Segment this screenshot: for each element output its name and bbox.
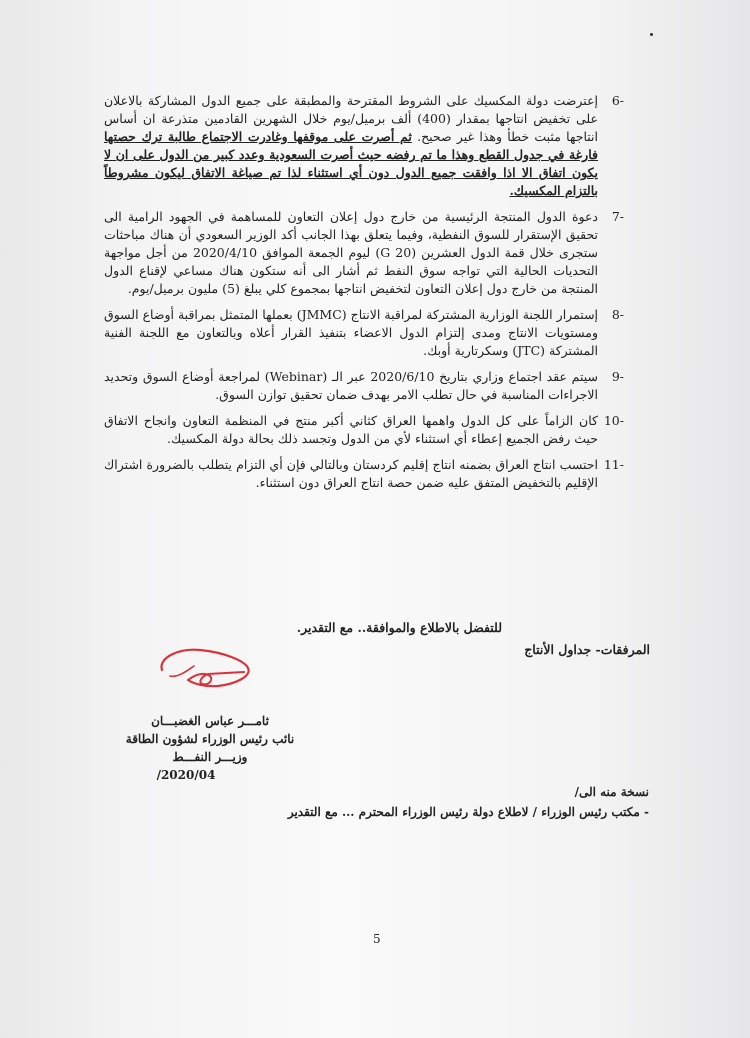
item-text: احتسب انتاج العراق بضمنه انتاج إقليم كردستان وبالتالي فإن أي التزام يتطلب بالضرورة اشتراك الإقليم بالتخفيض المتفق عليه ضمن حصة انتاج العراق دون استثناء. xyxy=(104,457,598,490)
item-number: 11- xyxy=(603,457,624,472)
list-item xyxy=(104,412,624,448)
signature-scribble xyxy=(148,640,258,700)
list-item xyxy=(104,306,624,360)
item-number: 9- xyxy=(611,369,624,384)
signer-name: ثامـــر عباس الغضبـــان xyxy=(151,714,269,728)
item-number: 6- xyxy=(611,93,624,108)
copy-to-label: نسخة منه الى/ xyxy=(574,785,649,799)
list-item xyxy=(104,92,624,200)
item-text-highlight: ثم أصرت على موقفها وغادرت الاجتماع طالبة ترك حصتها فارغة في جدول القطع وهذا ما تم رفضه حيث أصرت السعودية وعدد كبير من الدول على ان لا يكون اتفاق الا اذا وافقت جميع الدول دون أي استثناء لذا تم صياغة الاتفاق ليكون مشروطاً بالتزام المكسيك. xyxy=(104,129,598,198)
attachments-line: المرفقات- جداول الأنتاج xyxy=(524,642,650,657)
item-text: إستمرار اللجنة الوزارية المشتركة لمراقبة الانتاج (JMMC) بعملها المتمثل بمراقبة أوضاع السوق ومستويات الانتاج ومدى إلتزام الدول الاعضاء بتنفيذ القرار أعلاه وبالتعاون مع اللجنة الفنية المشتركة (JTC) وسكرتارية أوبك. xyxy=(104,307,599,358)
signature-block xyxy=(110,712,310,784)
closing-line: للتفضل بالاطلاع والموافقة.. مع التقدير. xyxy=(296,620,502,635)
item-number: 8- xyxy=(611,307,624,322)
signature-date: 2020/04/ xyxy=(156,768,216,782)
item-text: كان الزاماً على كل الدول واهمها العراق كثاني أكبر منتج في المنظمة التعاون وانجاح الاتفاق حيث رفض الجميع إعطاء أي استثناء لأي من الدول وتجسد ذلك بحالة دولة المكسيك. xyxy=(104,413,598,446)
item-number: 10- xyxy=(603,413,624,428)
item-text xyxy=(104,92,598,200)
items-list xyxy=(104,92,624,500)
list-item xyxy=(104,208,624,298)
signer-title-minister: وزيـــر النفـــط xyxy=(172,750,248,764)
item-text: سيتم عقد اجتماع وزاري بتاريخ 2020/6/10 عبر الـ (Webinar) لمراجعة أوضاع السوق وتحديد الاجراءات المناسبة في حال تطلب الامر بهدف ضمان تحقيق توازن السوق. xyxy=(104,369,598,402)
copy-to-line: - مكتب رئيس الوزراء / لاطلاع دولة رئيس الوزراء المحترم ... مع التقدير xyxy=(287,805,649,819)
signer-title: نائب رئيس الوزراء لشؤون الطاقة xyxy=(125,732,295,746)
page-number: 5 xyxy=(373,932,381,946)
item-text: دعوة الدول المنتجة الرئيسية من خارج دول إعلان التعاون للمساهمة في الجهود الرامية الى تحقيق الإستقرار للسوق النفطية، وفيما يتعلق بهذا الجانب أكد الوزير السعودي أن هناك مباحثات ستجرى خلال قمة الدول العشرين (G 20) ليوم الجمعة الموافق 2020/4/10 من أجل مواجهة التحديات الحالية التي تواجه سوق النفط ثم أشار الى أنه ستكون هناك مساعي لإقناع الدول المنتجة من خارج دول إعلان التعاون لتخفيض انتاجها بمجموع كلي يبلغ (5) مليون برميل/يوم. xyxy=(104,209,598,296)
item-text-plain: إعترضت دولة المكسيك على الشروط المقترحة والمطبقة على جميع الدول المشاركة بالاعلان على تخفيض انتاجها بمقدار (400) ألف برميل/يوم خلال الشهرين القادمين متذرعة ان أساس انتاجها مثبت خطأ وهذا غير صحيح. xyxy=(104,93,598,144)
item-number: 7- xyxy=(611,209,624,224)
list-item xyxy=(104,368,624,404)
speck xyxy=(650,33,653,36)
list-item xyxy=(104,456,624,492)
